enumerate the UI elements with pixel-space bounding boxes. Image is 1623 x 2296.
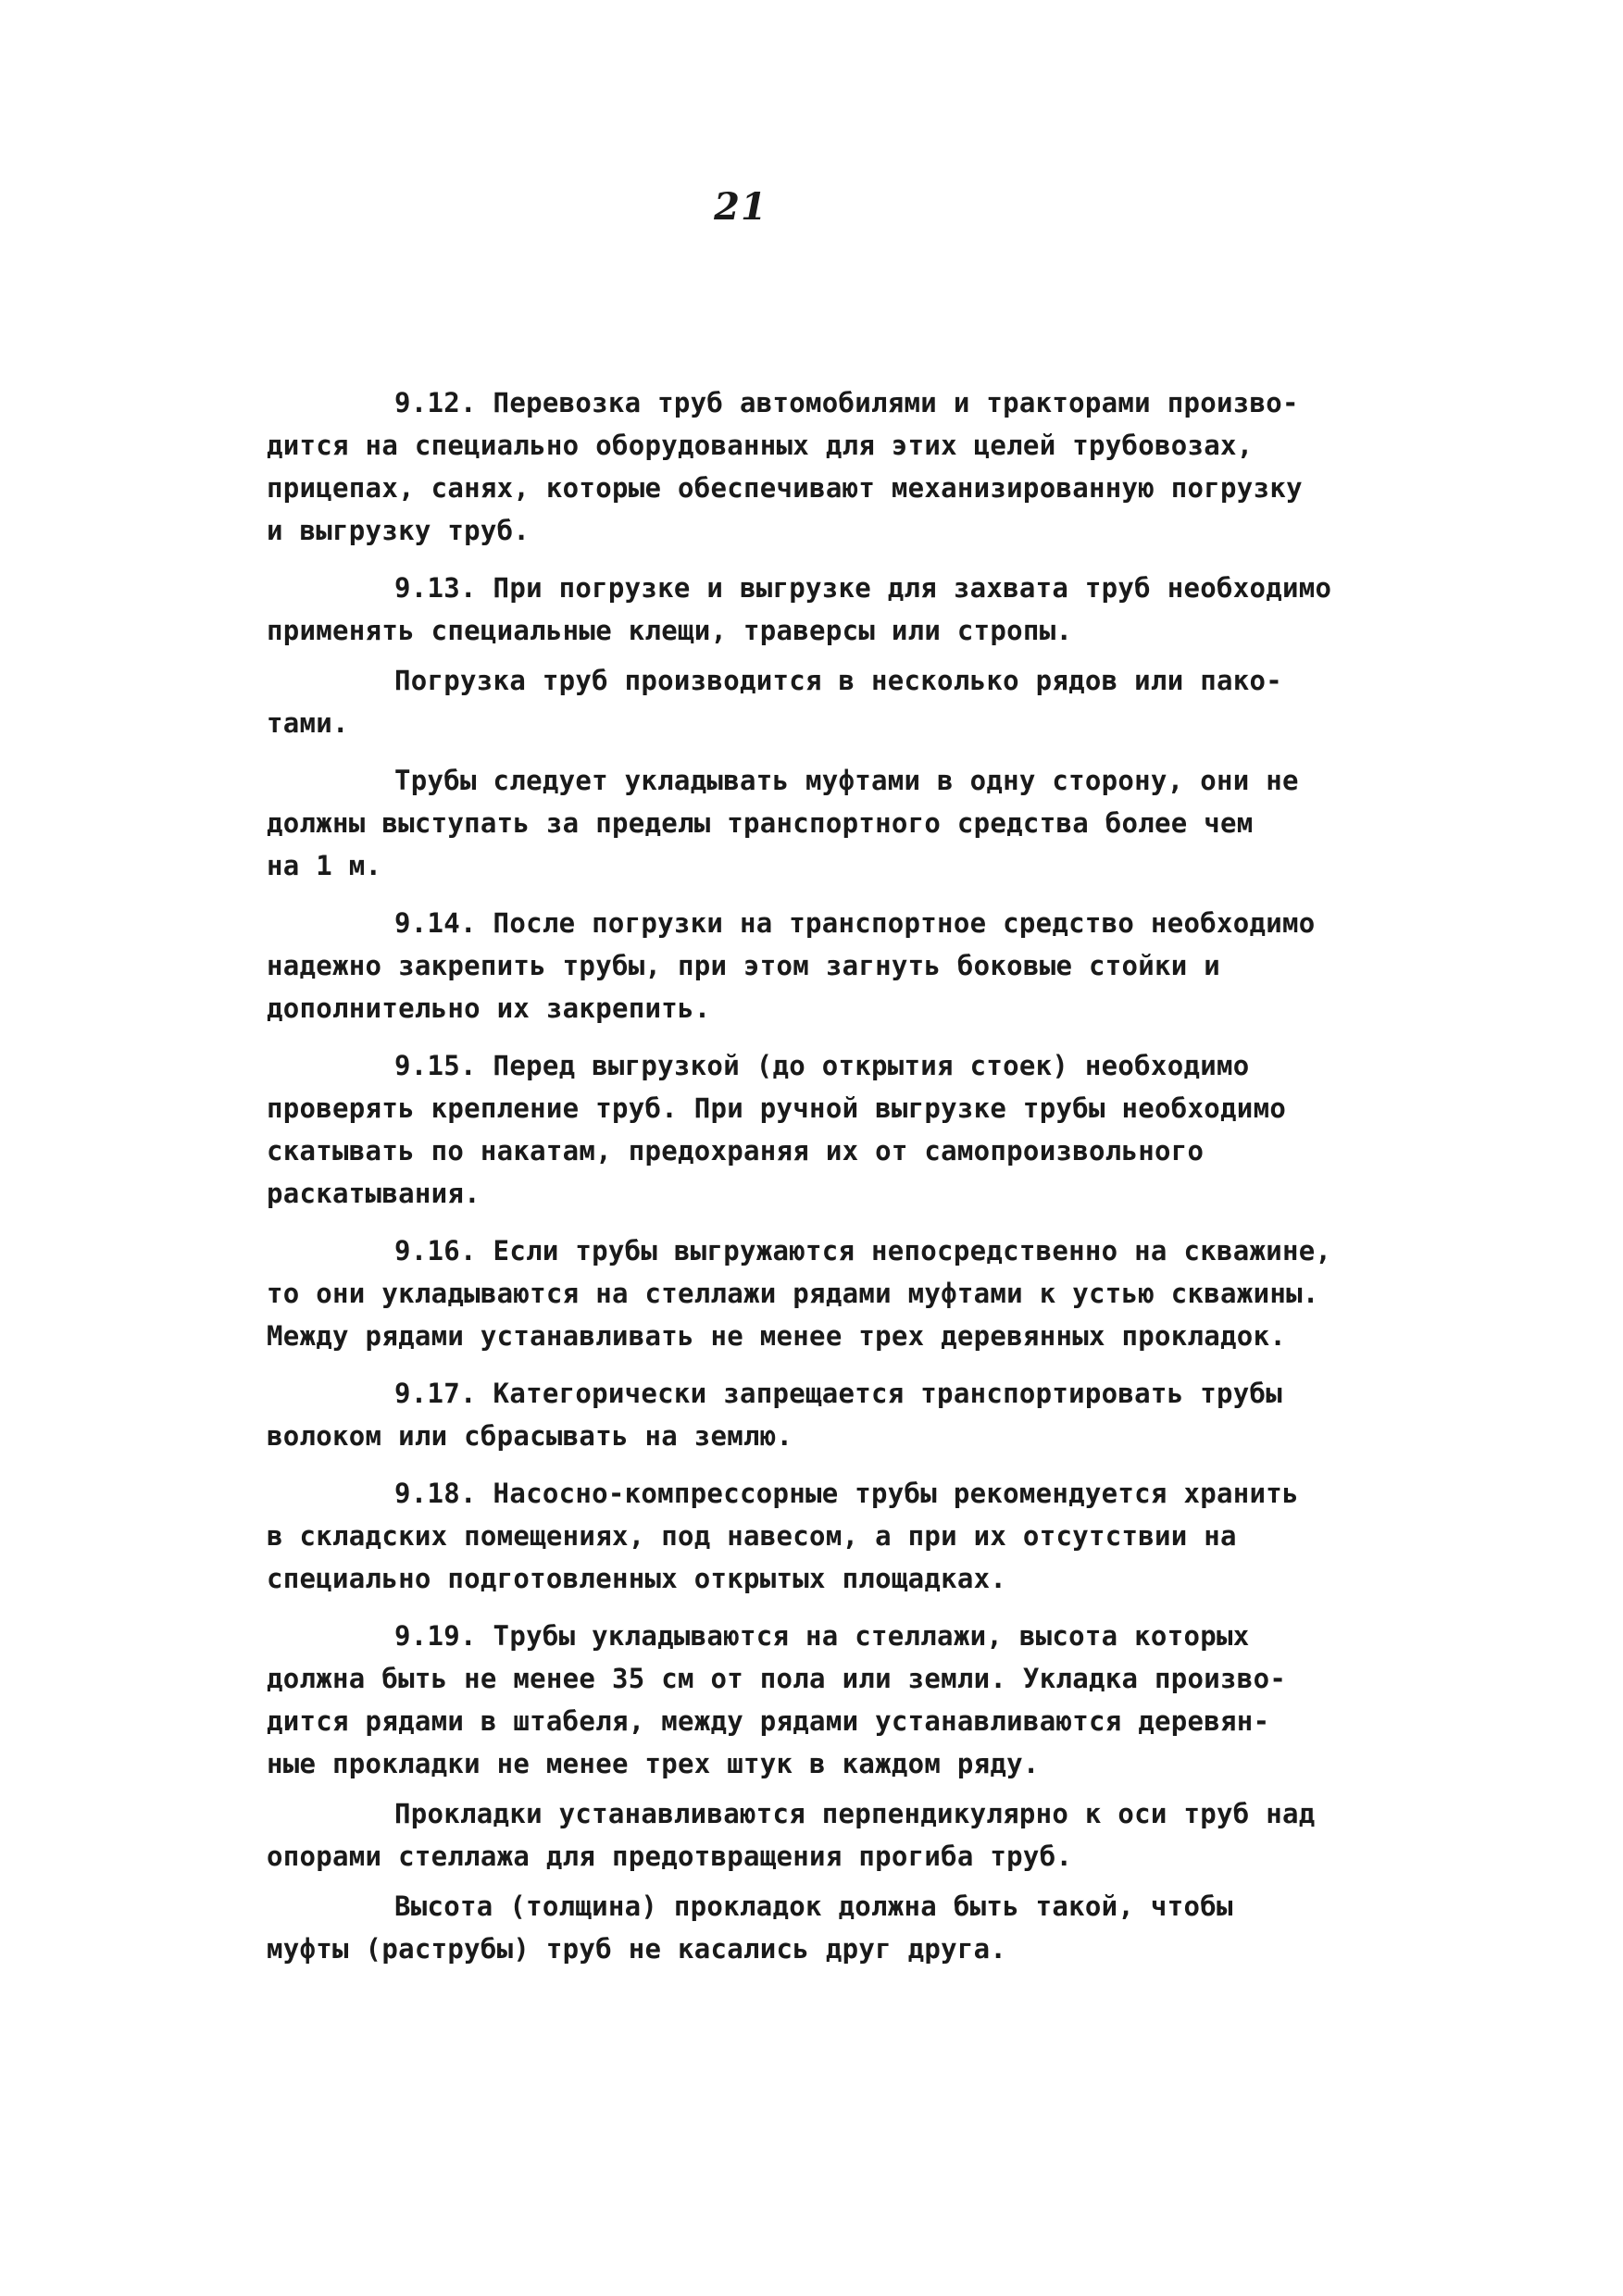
page-number: 21 [714,185,768,229]
paragraph-9-19-height [267,1885,1405,1970]
text-line: специально подготовленных открытых площадках. [267,1563,1007,1594]
text-line: 9.12. Перевозка труб автомобилями и тракторами произво- [394,387,1299,418]
paragraph-9-17 [267,1372,1405,1457]
paragraph-9-15 [267,1044,1405,1215]
paragraph-9-16 [267,1229,1405,1357]
text-line: должна быть не менее 35 см от пола или земли. Укладка произво- [267,1663,1287,1694]
text-line: опорами стеллажа для предотвращения прогиба труб. [267,1841,1073,1872]
text-line: Между рядами устанавливать не менее трех деревянных прокладок. [267,1320,1287,1352]
text-line: дится на специально оборудованных для этих целей трубовозах, [267,430,1254,461]
paragraph-9-13-loading [267,659,1405,744]
text-line: Высота (толщина) прокладок должна быть такой, чтобы [394,1890,1233,1922]
text-line: 9.15. Перед выгрузкой (до открытия стоек) необходимо [394,1050,1250,1081]
paragraph-9-12 [267,381,1405,552]
text-line: применять специальные клещи, траверсы или стропы. [267,615,1073,646]
text-line: проверять крепление труб. При ручной выгрузке трубы необходимо [267,1092,1287,1124]
text-line: скатывать по накатам, предохраняя их от самопроизвольного [267,1135,1205,1167]
text-line: 9.13. При погрузке и выгрузке для захвата труб необходимо [394,572,1332,604]
text-line: 9.18. Насосно-компрессорные трубы рекомендуется хранить [394,1478,1299,1509]
paragraph-9-19 [267,1615,1405,1785]
text-line: то они укладываются на стеллажи рядами муфтами к устью скважины. [267,1278,1319,1309]
text-line: надежно закрепить трубы, при этом загнуть боковые стойки и [267,950,1221,981]
text-line: дополнительно их закрепить. [267,992,711,1024]
paragraph-9-18 [267,1472,1405,1600]
text-line: тами. [267,707,349,739]
text-line: раскатывания. [267,1178,481,1209]
text-line: Трубы следует укладывать муфтами в одну сторону, они не [394,765,1299,796]
text-line: дится рядами в штабеля, между рядами устанавливаются деревян- [267,1705,1270,1737]
text-line: 9.14. После погрузки на транспортное средство необходимо [394,907,1316,939]
text-line: Погрузка труб производится в несколько рядов или пако- [394,665,1283,696]
paragraph-9-14 [267,902,1405,1029]
text-line: прицепах, санях, которые обеспечивают механизированную погрузку [267,472,1303,504]
text-line: 9.16. Если трубы выгружаются непосредственно на скважине, [394,1235,1332,1267]
text-line: волоком или сбрасывать на землю. [267,1420,793,1452]
text-line: 9.17. Категорически запрещается транспортировать трубы [394,1378,1283,1409]
paragraph-9-13-couplings [267,759,1405,887]
paragraph-9-19-spacers [267,1792,1405,1878]
text-line: муфты (раструбы) труб не касались друг друга. [267,1933,1007,1965]
text-line: в складских помещениях, под навесом, а при их отсутствии на [267,1520,1237,1552]
paragraph-9-13 [267,567,1405,652]
text-line: 9.19. Трубы укладываются на стеллажи, высота которых [394,1620,1250,1652]
text-line: и выгрузку труб. [267,515,531,546]
text-line: должны выступать за пределы транспортного средства более чем [267,807,1254,839]
text-line: на 1 м. [267,850,382,881]
body-text [267,381,1405,1985]
text-line: Прокладки устанавливаются перпендикулярно к оси труб над [394,1798,1316,1829]
text-line: ные прокладки не менее трех штук в каждом ряду. [267,1748,1040,1779]
